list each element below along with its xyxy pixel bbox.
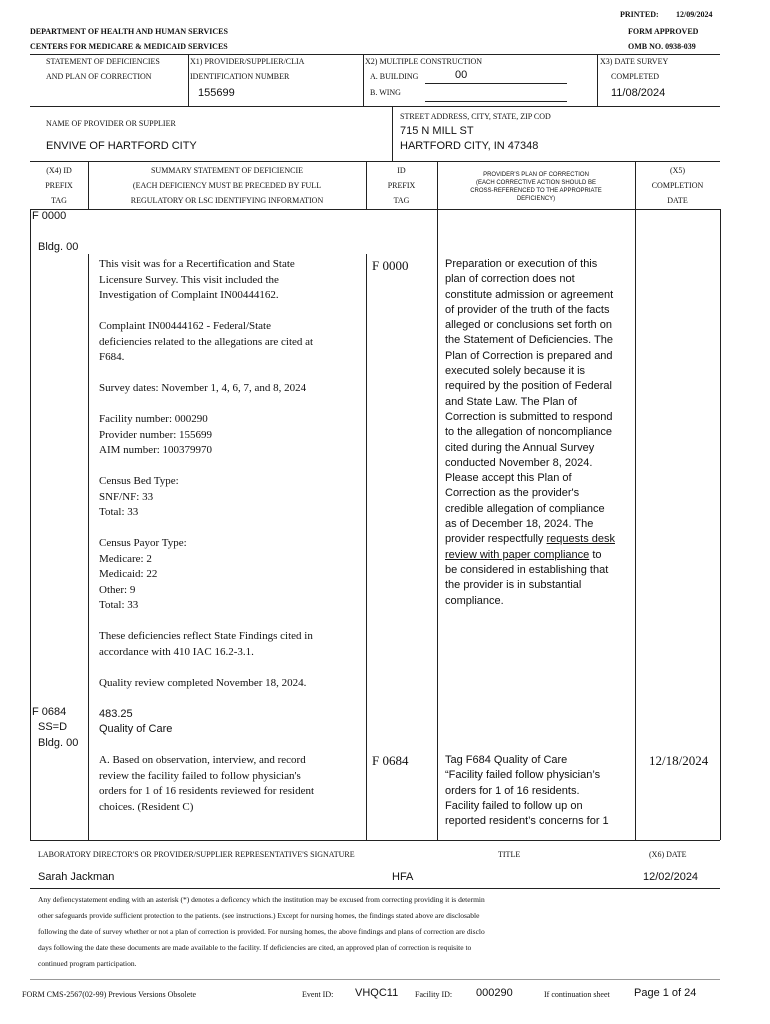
wing-label: B. WING <box>370 88 401 97</box>
signature-label: LABORATORY DIRECTOR'S OR PROVIDER/SUPPLIER REPRESENTATIVE'S SIGNATURE <box>38 850 355 859</box>
summary-line: SNF/NF: 33 <box>99 490 154 503</box>
poc-line: compliance. <box>445 594 504 607</box>
provider-name: ENVIVE OF HARTFORD CITY <box>46 140 197 152</box>
signature-name: Sarah Jackman <box>38 871 115 883</box>
provider-id-value: 155699 <box>198 87 235 99</box>
summary-line <box>99 660 361 676</box>
disclaimer-line: following the date of survey whether or not a plan of correction is provided. For nursing homes, the above findings and plans of correction are disclo <box>38 927 485 936</box>
poc-line: reported resident’s concerns for 1 <box>445 815 609 828</box>
summary-line: choices. (Resident C) <box>99 800 194 813</box>
poc-line <box>445 532 633 547</box>
building-tag: Bldg. 00 <box>38 737 79 749</box>
poc-line: cited during the Annual Survey <box>445 441 595 454</box>
poc-line: Correction as the provider's <box>445 487 580 500</box>
x3-label-2: COMPLETED <box>611 72 659 81</box>
facility-id-value: 000290 <box>476 987 513 999</box>
poc-line: Correction is submitted to respond <box>445 410 613 423</box>
address-line-1: 715 N MILL ST <box>400 125 474 137</box>
regulation-title: Quality of Care <box>99 723 173 735</box>
divider <box>30 106 720 107</box>
page-number: Page 1 of 24 <box>634 987 697 999</box>
summary-line: orders for 1 of 16 residents reviewed for resident <box>99 785 315 797</box>
summary-line: deficiencies related to the allegations are cited at <box>99 335 314 348</box>
x5-header: (X5) <box>669 166 686 175</box>
poc-line: conducted November 8, 2024. <box>445 456 593 469</box>
poc-line: constitute admission or agreement <box>445 288 614 301</box>
summary-header-3: REGULATORY OR LSC IDENTIFYING INFORMATION <box>130 196 324 205</box>
id-header: ID <box>397 166 406 175</box>
divider <box>30 161 720 162</box>
id-header-3: TAG <box>393 196 410 205</box>
summary-line: review the facility failed to follow physician's <box>99 769 301 782</box>
summary-line: Facility number: 000290 <box>99 413 208 425</box>
summary-line: Provider number: 155699 <box>99 428 213 441</box>
column-header-bottom <box>30 209 720 210</box>
poc-line: be considered in establishing that <box>445 563 609 576</box>
x2-label: X2) MULTIPLE CONSTRUCTION <box>365 57 483 66</box>
divider <box>30 888 720 889</box>
form-approved: FORM APPROVED <box>628 27 699 36</box>
building-underline <box>425 83 567 84</box>
underlined-request: review with paper compliance <box>445 548 590 561</box>
omb-number: OMB NO. 0938-039 <box>628 42 696 51</box>
x1-label: X1) PROVIDER/SUPPLIER/CLIA <box>190 57 305 66</box>
form-number: FORM CMS-2567(02-99) Previous Versions Obsolete <box>22 990 197 999</box>
summary-line: AIM number: 100379970 <box>99 444 213 456</box>
disclaimer <box>38 892 720 972</box>
poc-line: of provider of the truth of the facts <box>445 303 610 316</box>
survey-date-value: 11/08/2024 <box>611 87 666 99</box>
summary-line <box>99 304 361 320</box>
department-title: DEPARTMENT OF HEALTH AND HUMAN SERVICES <box>30 27 228 36</box>
event-id-value: VHQC11 <box>355 987 399 999</box>
disclaimer-line: days following the date these documents are made available to the facility. If deficiencies are cited, an approved plan of correction is requisite to <box>38 943 472 952</box>
summary-line: A. Based on observation, interview, and record <box>99 754 306 766</box>
provider-name-label: NAME OF PROVIDER OR SUPPLIER <box>46 119 176 128</box>
tag-prefix: F 0000 <box>32 210 67 222</box>
statement-label: STATEMENT OF DEFICIENCIES <box>46 57 160 66</box>
printed-date: 12/09/2024 <box>676 10 713 19</box>
poc-line: Facility failed to follow up on <box>445 799 583 812</box>
title-label: TITLE <box>498 850 521 859</box>
summary-statement <box>99 753 361 815</box>
divider <box>363 54 364 106</box>
divider <box>88 254 89 840</box>
divider <box>188 54 189 106</box>
statement-label-2: AND PLAN OF CORRECTION <box>46 72 152 81</box>
x3-label: X3) DATE SURVEY <box>600 57 669 66</box>
x1-label-2: IDENTIFICATION NUMBER <box>190 72 290 81</box>
printed-label: PRINTED: <box>620 10 659 19</box>
poc-line <box>445 548 633 563</box>
tag-prefix: F 0684 <box>32 706 67 718</box>
summary-line: F684. <box>99 351 125 363</box>
x4-header-3: TAG <box>51 196 67 205</box>
id-header-2: PREFIX <box>387 181 416 190</box>
summary-line: Quality review completed November 18, 2024. <box>99 676 307 689</box>
summary-statement <box>99 257 361 691</box>
summary-line: Census Payor Type: <box>99 537 187 549</box>
summary-line: Total: 33 <box>99 506 139 518</box>
x4-header: (X4) ID <box>46 166 72 175</box>
divider <box>366 254 367 840</box>
summary-line <box>99 366 361 382</box>
x4-header-2: PREFIX <box>45 181 73 190</box>
signature-title: HFA <box>392 871 414 883</box>
divider <box>30 209 31 840</box>
summary-line: accordance with 410 IAC 16.2-3.1. <box>99 645 254 658</box>
summary-line: Medicare: 2 <box>99 552 152 565</box>
summary-line <box>99 614 361 630</box>
top-table-border <box>30 54 720 55</box>
divider <box>635 209 636 840</box>
x5-header-3: DATE <box>667 196 688 205</box>
event-id-label: Event ID: <box>302 990 334 999</box>
poc-line: executed solely because it is <box>445 365 586 378</box>
disclaimer-line: other safeguards provide sufficient protection to the patients. (see instructions.) Except for nursing homes, the findings stated above are disclosable <box>38 911 480 920</box>
poc-line: alleged or conclusions set forth on <box>445 319 612 332</box>
summary-line: Complaint IN00444162 - Federal/State <box>99 320 271 332</box>
summary-line: Licensure Survey. This visit included the <box>99 273 279 286</box>
facility-id-label: Facility ID: <box>415 990 453 999</box>
id-prefix-tag: F 0684 <box>372 753 409 768</box>
wing-underline <box>425 101 567 102</box>
poc-line: required by the position of Federal <box>445 380 612 393</box>
divider <box>392 106 393 161</box>
x6-date-label: (X6) DATE <box>649 850 687 859</box>
poc-header: PROVIDER'S PLAN OF CORRECTION <box>483 172 589 178</box>
poc-line: Plan of Correction is prepared and <box>445 349 613 362</box>
scope-severity: SS=D <box>38 721 68 733</box>
building-tag: Bldg. 00 <box>38 241 79 253</box>
poc-header-2: (EACH CORRECTIVE ACTION SHOULD BE <box>475 180 597 186</box>
poc-text: provider respectfully <box>445 533 547 546</box>
completion-date: 12/18/2024 <box>649 753 709 768</box>
divider <box>437 209 438 840</box>
plan-of-correction <box>445 753 633 829</box>
summary-header-2: (EACH DEFICIENCY MUST BE PRECEDED BY FULL <box>132 181 322 190</box>
poc-line: Please accept this Plan of <box>445 472 572 485</box>
summary-line: Medicaid: 22 <box>99 568 158 580</box>
summary-line: Survey dates: November 1, 4, 6, 7, and 8, 2024 <box>99 382 307 394</box>
poc-header-4: DEFICIENCY) <box>516 196 556 202</box>
summary-line: These deficiencies reflect State Findings cited in <box>99 630 313 642</box>
poc-text: to <box>589 548 602 561</box>
poc-line: and State Law. The Plan of <box>445 395 577 408</box>
summary-header: SUMMARY STATEMENT OF DEFICIENCIE <box>150 166 304 175</box>
poc-line: plan of correction does not <box>445 273 575 286</box>
summary-line <box>99 459 361 475</box>
regulation-number: 483.25 <box>99 708 133 720</box>
x5-header-2: COMPLETION <box>651 181 704 190</box>
cms-title: CENTERS FOR MEDICARE & MEDICAID SERVICES <box>30 42 228 51</box>
disclaimer-line: continued program participation. <box>38 959 137 968</box>
building-value: 00 <box>455 69 468 81</box>
summary-line: Investigation of Complaint IN00444162. <box>99 289 279 301</box>
address-label: STREET ADDRESS, CITY, STATE, ZIP COD <box>400 112 551 121</box>
summary-line: Census Bed Type: <box>99 475 179 487</box>
divider <box>597 54 598 106</box>
body-bottom-border <box>30 840 720 841</box>
poc-line: as of December 18, 2024. The <box>445 518 594 531</box>
summary-line: Other: 9 <box>99 583 136 596</box>
poc-line: credible allegation of compliance <box>445 502 605 515</box>
poc-line: Tag F684 Quality of Care <box>445 754 568 766</box>
summary-line <box>99 397 361 413</box>
poc-line: the provider is in substantial <box>445 579 582 592</box>
address-line-2: HARTFORD CITY, IN 47348 <box>400 140 539 152</box>
poc-line: to the allegation of noncompliance <box>445 426 612 439</box>
poc-line: orders for 1 of 16 residents. <box>445 784 580 797</box>
building-label: A. BUILDING <box>370 72 419 81</box>
poc-header-3: CROSS-REFERENCED TO THE APPROPRIATE <box>470 188 602 194</box>
poc-line: “Facility failed follow physician’s <box>445 769 601 782</box>
id-prefix-tag: F 0000 <box>372 258 409 273</box>
disclaimer-line: Any defiencystatement ending with an asterisk (*) denotes a deficency which the institution may be excused from correcting providing it is determin <box>38 895 485 904</box>
poc-line: Preparation or execution of this <box>445 258 598 270</box>
divider <box>720 209 721 840</box>
poc-line: the Statement of Deficiencies. The <box>445 334 613 347</box>
summary-line: Total: 33 <box>99 599 139 611</box>
divider <box>30 979 720 980</box>
underlined-request: requests desk <box>546 533 615 546</box>
plan-of-correction <box>445 257 633 609</box>
summary-line: This visit was for a Recertification and State <box>99 258 295 270</box>
summary-line <box>99 521 361 537</box>
signature-date: 12/02/2024 <box>643 871 699 883</box>
continuation-label: If continuation sheet <box>544 990 610 999</box>
